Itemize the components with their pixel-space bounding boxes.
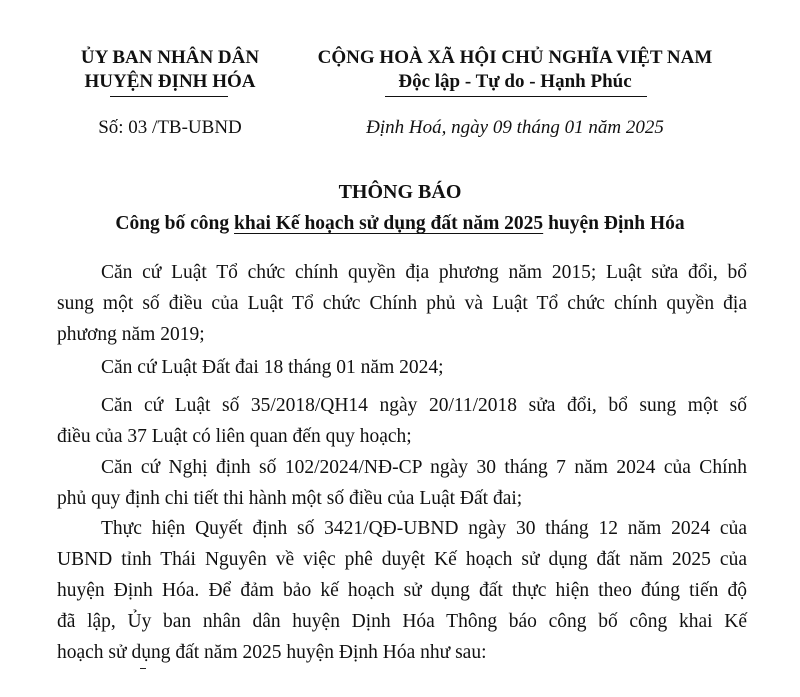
page-break-mark	[140, 668, 146, 669]
motto: Độc lập - Tự do - Hạnh Phúc	[398, 71, 632, 92]
paragraph-legal-basis-2	[57, 352, 747, 383]
paragraph-line: hoạch sử dụng đất năm 2025 huyện Định Hóa như sau:	[57, 642, 487, 663]
republic-name: CỘNG HOÀ XÃ HỘI CHỦ NGHĨA VIỆT NAM	[317, 47, 713, 68]
agency-name-line1: ỦY BAN NHÂN DÂN	[80, 47, 260, 68]
document-subtitle	[0, 213, 800, 235]
paragraph-line: Căn cứ Luật Đất đai 18 tháng 01 năm 2024;	[101, 357, 444, 378]
agency-underline	[110, 96, 228, 97]
paragraph-line: phương năm 2019;	[57, 324, 205, 345]
document-number: Số: 03 /TB-UBND	[98, 117, 242, 138]
paragraph-line: Căn cứ Luật số 35/2018/QH14 ngày 20/11/2018 sửa đổi, bổ sung một số	[101, 395, 747, 416]
paragraph-line: phủ quy định chi tiết thi hành một số điều của Luật Đất đai;	[57, 488, 523, 509]
subtitle-suffix: huyện Định Hóa	[543, 213, 685, 234]
motto-underline	[385, 96, 647, 97]
paragraph-line: đã lập, Ủy ban nhân dân huyện Dịnh Hóa Thông báo công bố công khai Kế	[57, 611, 747, 632]
paragraph-line: UBND tỉnh Thái Nguyên về việc phê duyệt Kế hoạch sử dụng đất năm 2025 của	[57, 549, 747, 570]
paragraph-legal-basis-1	[57, 257, 747, 350]
document-title: THÔNG BÁO	[338, 181, 462, 203]
paragraph-line: Căn cứ Nghị định số 102/2024/NĐ-CP ngày 30 tháng 7 năm 2024 của Chính	[101, 457, 747, 478]
subtitle-prefix: Công bố công	[115, 213, 235, 234]
paragraph-line: điều của 37 Luật có liên quan đến quy hoạch;	[57, 426, 412, 447]
paragraph-line: sung một số điều của Luật Tổ chức Chính phủ và Luật Tổ chức chính quyền địa	[57, 293, 747, 314]
agency-name-line2: HUYỆN ĐỊNH HÓA	[84, 71, 256, 92]
paragraph-implementation	[57, 513, 747, 668]
subtitle-underlined: khai Kế hoạch sử dụng đất năm 2025	[234, 213, 544, 234]
place-date: Định Hoá, ngày 09 tháng 01 năm 2025	[366, 117, 664, 138]
paragraph-line: Thực hiện Quyết định số 3421/QĐ-UBND ngày 30 tháng 12 năm 2024 của	[101, 518, 747, 539]
paragraph-line: huyện Định Hóa. Để đảm bảo kế hoạch sử dụng đất thực hiện theo đúng tiến độ	[57, 580, 747, 601]
paragraph-line: Căn cứ Luật Tổ chức chính quyền địa phương năm 2015; Luật sửa đổi, bổ	[101, 262, 747, 283]
paragraph-legal-basis-4	[57, 452, 747, 514]
paragraph-legal-basis-3	[57, 390, 747, 452]
